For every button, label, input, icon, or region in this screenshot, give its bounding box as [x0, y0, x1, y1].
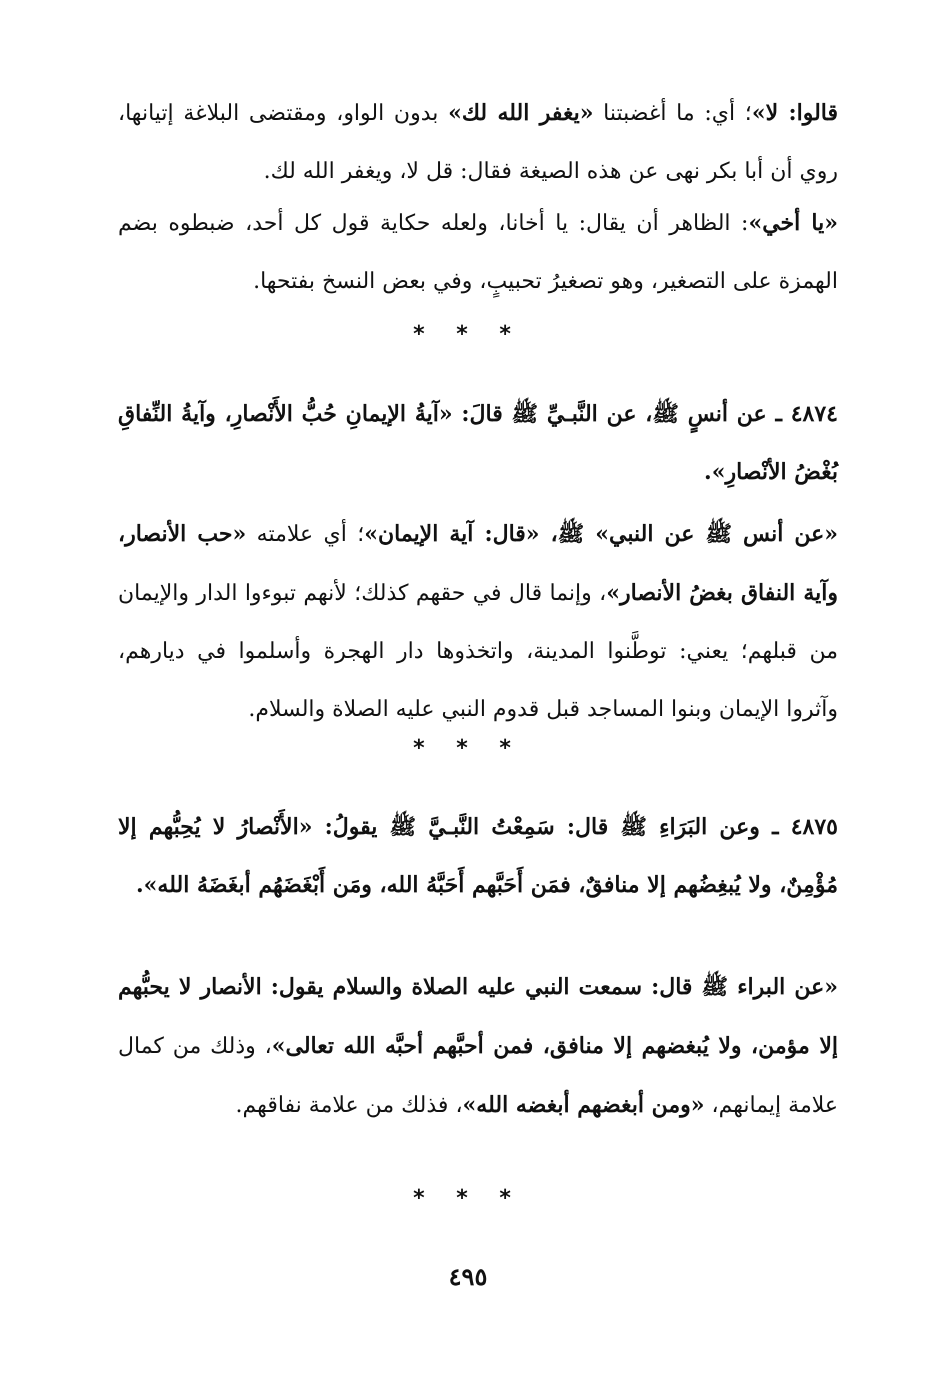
bold-phrase: «يغفر الله لك» [448, 100, 594, 126]
plain-text: ، فذلك من علامة نفاقهم. [235, 1093, 463, 1118]
hadith-4875 [118, 798, 838, 914]
section-separator: * * * [413, 322, 523, 347]
bold-phrase: «حب الأنصار، وآية النفاق بغضُ الأنصار» [118, 521, 838, 606]
section-separator: * * * [413, 736, 523, 761]
hadith-4874 [118, 385, 838, 501]
bold-phrase: قالوا: لا» [751, 100, 838, 126]
bold-phrase: «ومن أبغضهم أبغضه الله» [462, 1092, 705, 1118]
plain-text: ؛ أي علامته [246, 522, 365, 547]
commentary-text [118, 505, 838, 739]
bold-phrase: «يا أخي» [748, 210, 838, 236]
plain-text: بدون الواو، ومقتضى البلاغة إتيانها، روي أن أبا بكر نهى عن هذه الصيغة فقال: قل لا، ويغفر الله لك. [118, 101, 838, 184]
bold-phrase: «عن البراء ﷺ قال: سمعت النبي عليه الصلاة والسلام يقول: الأنصار لا يحبُّهم إلا مؤمن، ولا يُبغضهم إلا منافق، فمن أحبَّهم أحبَّه الله تعالى» [118, 974, 839, 1059]
paragraph-qalu-la [118, 84, 838, 201]
commentary-block-intro [118, 84, 838, 201]
commentary-4875 [118, 958, 838, 1135]
plain-text: ، وذلك من كمال علامة إيمانهم، [118, 1034, 838, 1118]
commentary-4874 [118, 505, 838, 739]
hadith-text: ٤٨٧٤ ـ عن أنسٍ ﷺ، عن النَّبـيِّ ﷺ قالَ: «آيةُ الإيمانِ حُبُّ الأَنْصارِ، وآيةُ النِّفاقِ بُغْضُ الأنْصارِ». [118, 401, 838, 485]
commentary-text [118, 958, 838, 1135]
plain-text: ، وإنما قال في حقهم كذلك؛ لأنهم تبوءوا الدار والإيمان من قبلهم؛ يعني: توطَّنوا المدينة، واتخذوها دار الهجرة وأسلموا في ديارهم، وآثروا الإيمان وبنوا المساجد قبل قدوم النبي عليه الصلاة والسلام. [118, 581, 839, 722]
plain-text: : الظاهر أن يقال: يا أخانا، ولعله حكاية قول كل أحد، ضبطوه بضم الهمزة على التصغير، وهو تصغيرُ تحبيبٍ، وفي بعض النسخ بفتحها. [118, 211, 838, 294]
section-separator: * * * [413, 1186, 523, 1211]
page-number: ٤٩٥ [448, 1262, 488, 1291]
bold-phrase: «عن أنس ﷺ عن النبي» ﷺ، «قال: آية الإيمان» [364, 521, 839, 547]
plain-text: ؛ أي: ما أغضبتنا [593, 101, 752, 126]
hadith-text: ٤٨٧٥ ـ وعن البَرَاءِ ﷺ قال: سَمِعْتُ النَّبـيَّ ﷺ يقولُ: «الأَنْصارُ لا يُحِبُّهم إلا مُؤْمِنٌ، ولا يُبغِضُهم إلا منافقٌ، فمَن أَحَبَّهم أَحَبَّهُ الله، ومَن أَبْغَضَهُم أبغَضَهُ الله». [118, 814, 838, 898]
paragraph-ya-akhi [118, 194, 838, 311]
commentary-block-ya-akhi [118, 194, 838, 311]
